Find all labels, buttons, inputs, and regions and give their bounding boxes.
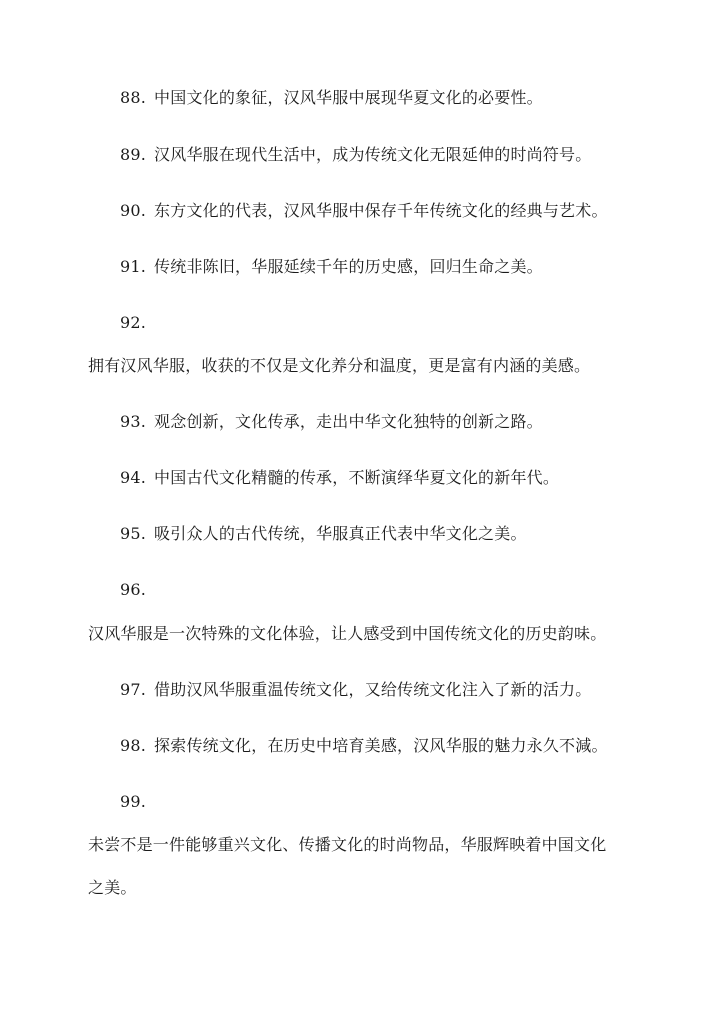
item-number: 95.	[120, 524, 147, 543]
item-text: 借助汉风华服重温传统文化，又给传统文化注入了新的活力。	[154, 680, 592, 699]
list-item	[120, 524, 527, 544]
list-item	[120, 736, 608, 756]
item-number: 94.	[120, 468, 147, 487]
item-text-continuation: 之美。	[88, 878, 137, 897]
item-number: 98.	[120, 736, 147, 755]
list-item-text-line	[88, 878, 137, 898]
item-number: 90.	[120, 201, 147, 220]
item-number: 89.	[120, 145, 147, 164]
item-text: 观念创新，文化传承，走出中华文化独特的创新之路。	[154, 412, 543, 431]
list-item-text-line	[88, 356, 590, 376]
list-item	[120, 412, 543, 432]
list-item	[120, 88, 543, 108]
list-item-number-line	[120, 792, 146, 812]
item-number: 99.	[120, 792, 147, 811]
list-item-text-line	[88, 624, 606, 644]
item-text: 汉风华服是一次特殊的文化体验，让人感受到中国传统文化的历史韵味。	[88, 624, 607, 643]
list-item-number-line	[120, 580, 146, 600]
list-item-text-line	[88, 835, 606, 855]
item-text: 未尝不是一件能够重兴文化、传播文化的时尚物品，华服辉映着中国文化	[88, 835, 607, 854]
item-number: 92.	[120, 313, 147, 332]
item-text: 探索传统文化，在历史中培育美感，汉风华服的魅力永久不減。	[154, 736, 608, 755]
item-text: 中国古代文化精髓的传承，不断演绎华夏文化的新年代。	[154, 468, 560, 487]
list-item	[120, 257, 543, 277]
item-number: 88.	[120, 88, 147, 107]
item-number: 97.	[120, 680, 147, 699]
list-item	[120, 468, 559, 488]
item-text: 拥有汉风华服，收获的不仅是文化养分和温度，更是富有内涵的美感。	[88, 356, 591, 375]
item-number: 93.	[120, 412, 147, 431]
item-text: 传统非陈旧，华服延续千年的历史感，回归生命之美。	[154, 257, 543, 276]
item-text: 汉风华服在现代生活中，成为传统文化无限延伸的时尚符号。	[154, 145, 592, 164]
list-item-number-line	[120, 313, 146, 333]
list-item	[120, 145, 591, 165]
list-item	[120, 201, 608, 221]
item-number: 91.	[120, 257, 147, 276]
list-item	[120, 680, 591, 700]
item-text: 中国文化的象征，汉风华服中展现华夏文化的必要性。	[154, 88, 543, 107]
item-number: 96.	[120, 580, 147, 599]
item-text: 吸引众人的古代传统，华服真正代表中华文化之美。	[154, 524, 527, 543]
item-text: 东方文化的代表，汉风华服中保存千年传统文化的经典与艺术。	[154, 201, 608, 220]
